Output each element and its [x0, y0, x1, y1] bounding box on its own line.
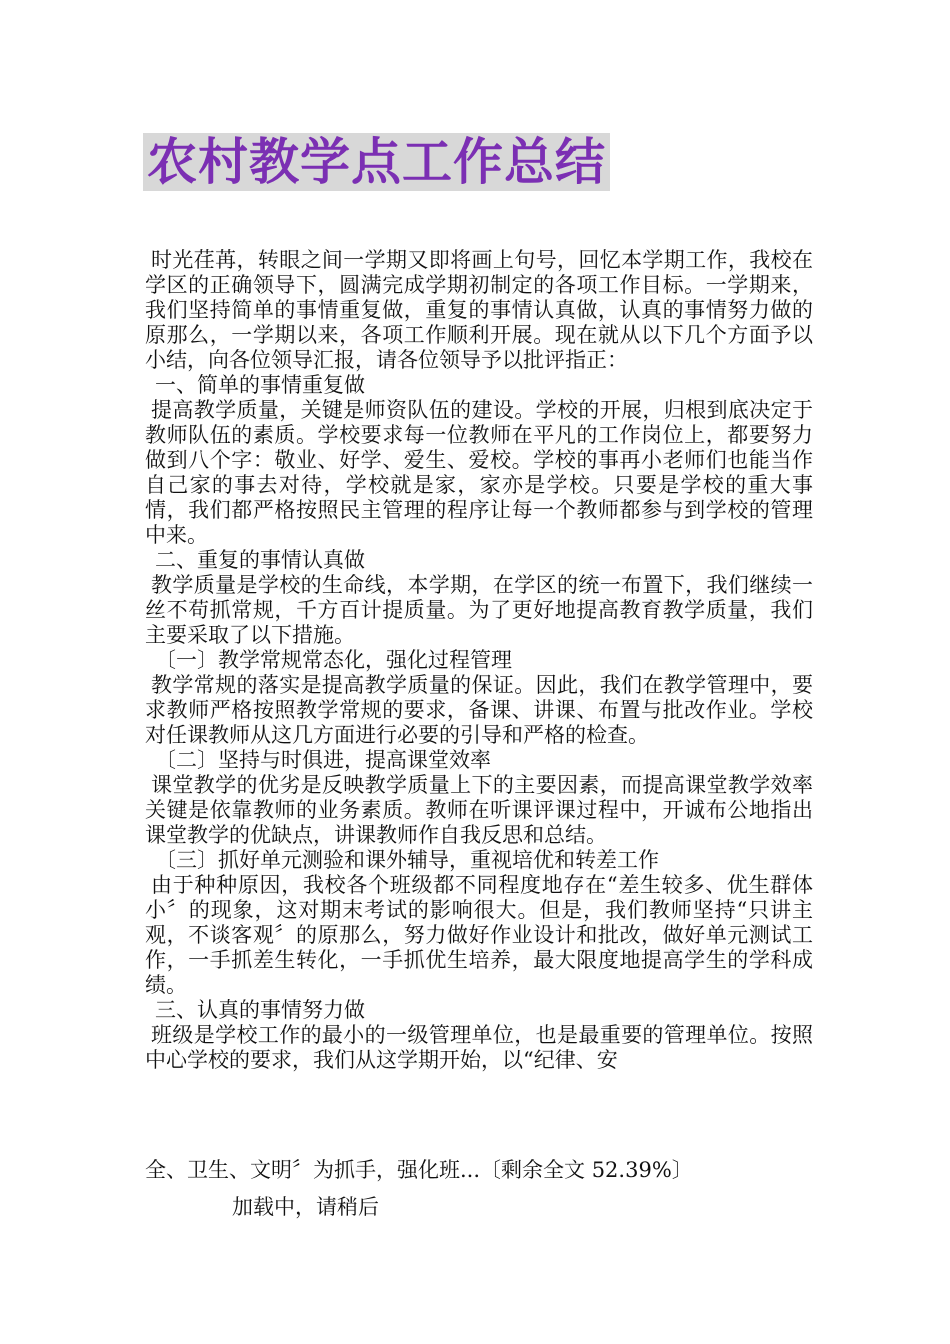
- page-title: 农村教学点工作总结: [147, 133, 606, 191]
- paragraph-2-1: 教学常规的落实是提高教学质量的保证。因此，我们在教学管理中，要求教师严格按照教学常规的要求，备课、讲课、布置与批改作业。学校对任课教师从这几方面进行必要的引导和严格的检查。: [145, 673, 813, 747]
- subsection-heading-2-3: 〔三〕抓好单元测验和课外辅导，重视培优和转差工作: [155, 848, 659, 872]
- section-heading-2: 二、重复的事情认真做: [155, 548, 365, 572]
- paragraph-1: 提高教学质量，关键是师资队伍的建设。学校的开展，归根到底决定于教师队伍的素质。学校要求每一位教师在平凡的工作岗位上，都要努力做到八个字：敬业、好学、爱生、爱校。学校的事再小老师们也能当作自己家的事去对待，学校就是家，家亦是学校。只要是学校的重大事情，我们都严格按照民主管理的程序让每一个教师都参与到学校的管理中来。: [145, 398, 813, 547]
- title-highlight: [143, 133, 610, 191]
- section-heading-3: 三、认真的事情努力做: [155, 998, 365, 1022]
- paragraph-3: 班级是学校工作的最小的一级管理单位，也是最重要的管理单位。按照中心学校的要求，我们从这学期开始，以“纪律、安: [145, 1023, 813, 1072]
- paragraph-intro: 时光荏苒，转眼之间一学期又即将画上句号，回忆本学期工作，我校在学区的正确领导下，圆满完成学期初制定的各项工作目标。一学期来，我们坚持简单的事情重复做，重复的事情认真做，认真的事情努力做的原那么，一学期以来，各项工作顺利开展。现在就从以下几个方面予以小结，向各位领导汇报，请各位领导予以批评指正：: [145, 248, 813, 372]
- section-heading-1: 一、简单的事情重复做: [155, 373, 365, 397]
- paragraph-2: 教学质量是学校的生命线，本学期，在学区的统一布置下，我们继续一丝不苟抓常规，千方百计提质量。为了更好地提高教育教学质量，我们主要采取了以下措施。: [145, 573, 813, 647]
- paragraph-2-2: 课堂教学的优劣是反映教学质量上下的主要因素，而提高课堂教学效率关键是依靠教师的业务素质。教师在听课评课过程中，开诚布公地指出课堂教学的优缺点，讲课教师作自我反思和总结。: [145, 773, 813, 847]
- loading-message: 加载中，请稍后: [232, 1195, 379, 1219]
- truncated-text-remaining: 全、卫生、文明〞为抓手，强化班...〔剩余全文 52.39%〕: [145, 1158, 693, 1182]
- subsection-heading-2-2: 〔二〕坚持与时俱进，提高课堂效率: [155, 748, 491, 772]
- document-body: [145, 248, 813, 1073]
- paragraph-2-3: 由于种种原因，我校各个班级都不同程度地存在“差生较多、优生群体小〞的现象，这对期末考试的影响很大。但是，我们教师坚持“只讲主观，不谈客观〞的原那么，努力做好作业设计和批改，做好单元测试工作，一手抓差生转化，一手抓优生培养，最大限度地提高学生的学科成绩。: [145, 873, 813, 997]
- subsection-heading-2-1: 〔一〕教学常规常态化，强化过程管理: [155, 648, 512, 672]
